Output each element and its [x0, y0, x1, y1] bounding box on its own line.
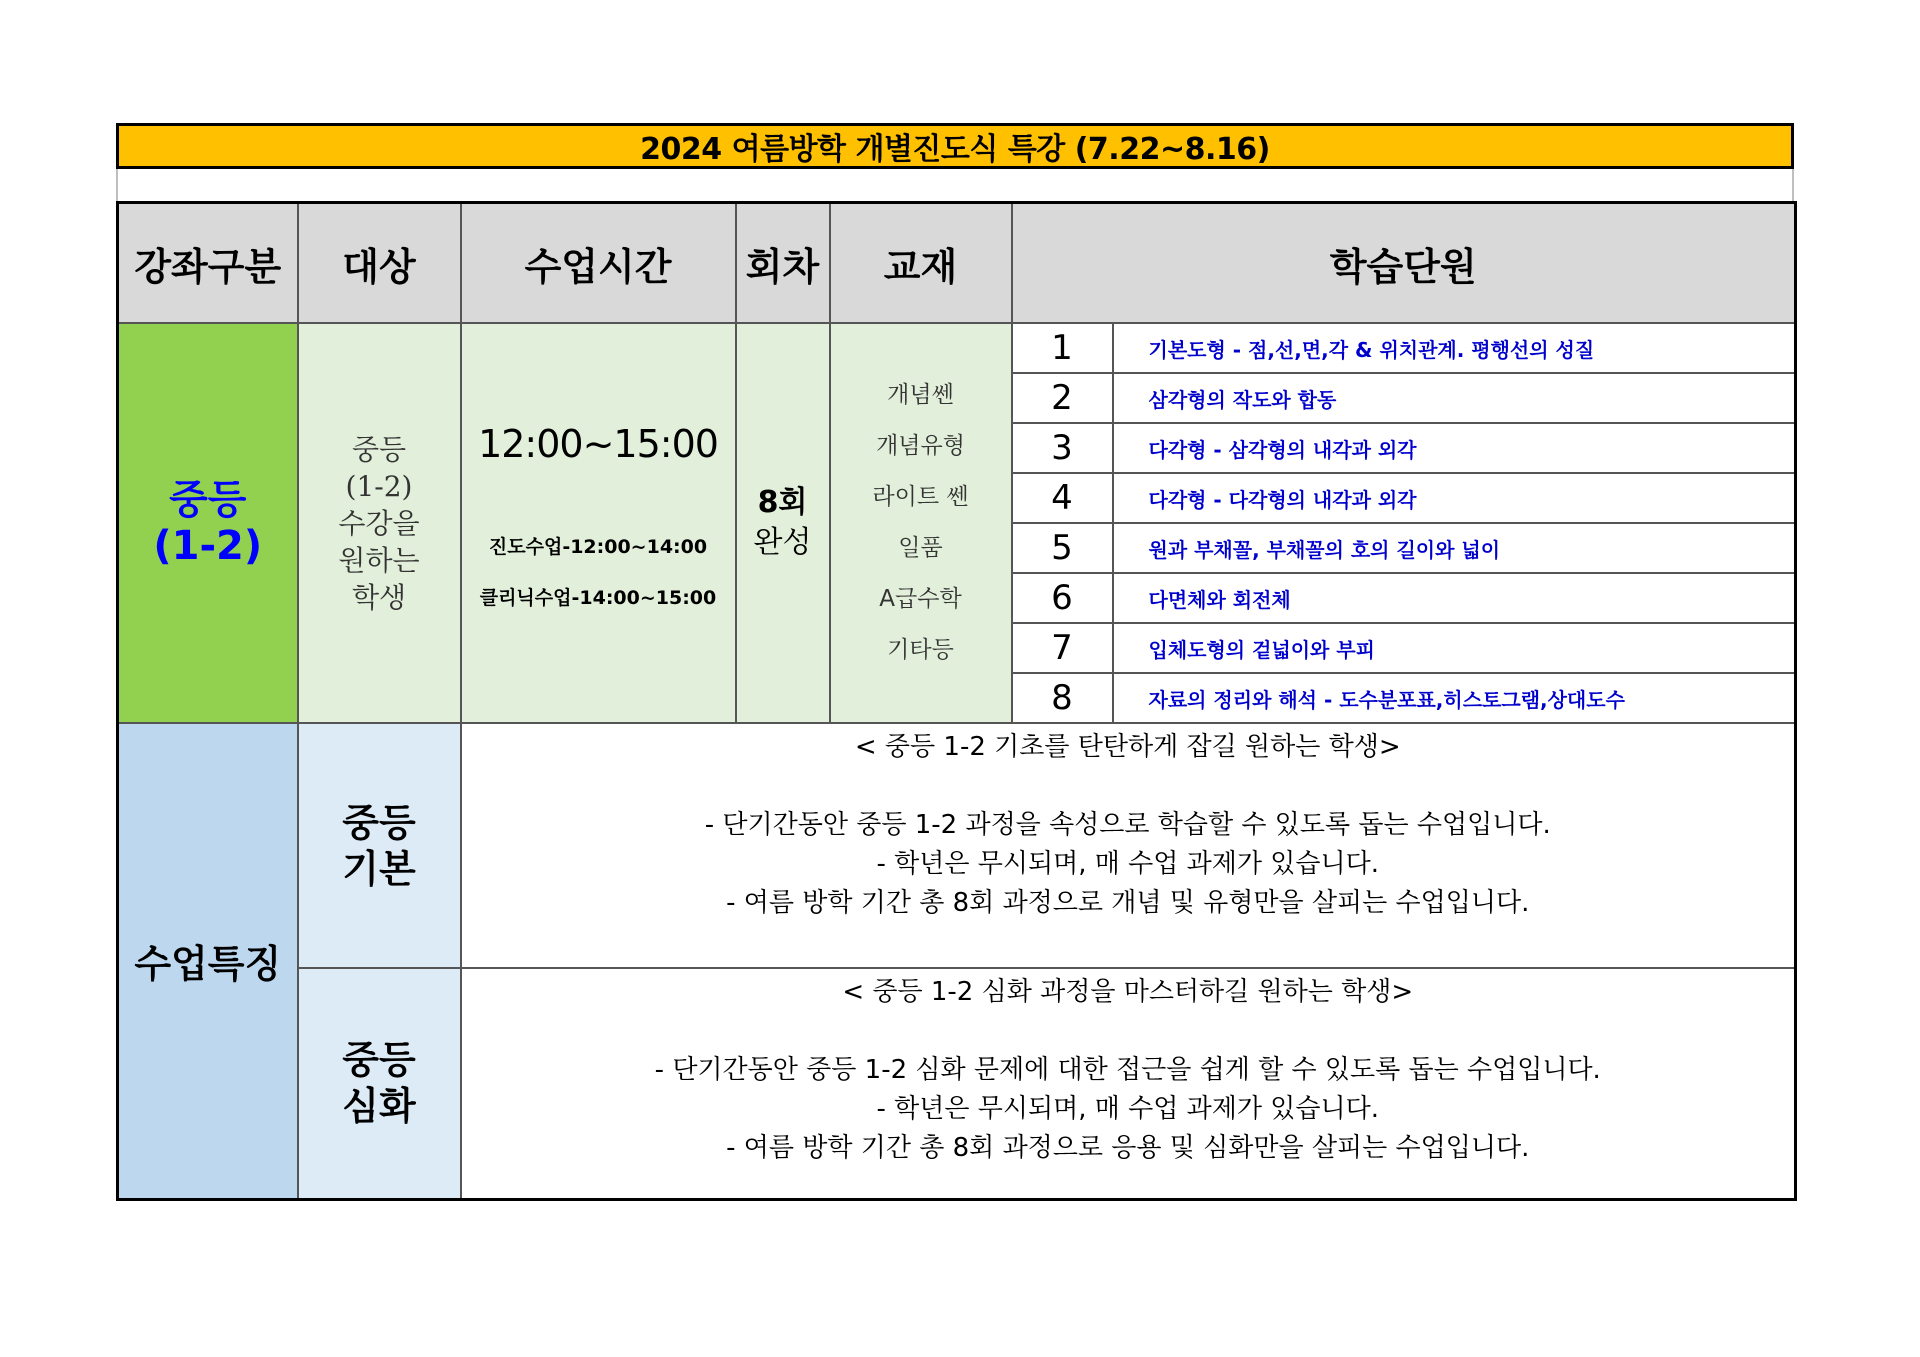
course-category-line1: 중등: [169, 477, 247, 523]
features-label: 수업특징: [118, 723, 298, 1199]
feature-basic-line: - 여름 방학 기간 총 8회 과정으로 개념 및 유형만을 살피는 수업입니다.: [726, 888, 1530, 918]
session-count: 8회: [757, 485, 808, 520]
unit-title: 원과 부채꼴, 부채꼴의 호의 길이와 넓이: [1113, 523, 1796, 573]
unit-title: 삼각형의 작도와 합동: [1113, 373, 1796, 423]
target-line: 중등: [351, 432, 407, 466]
time-main: 12:00~15:00: [478, 422, 718, 466]
course-category: [118, 323, 298, 723]
feature-advanced-line: - 학년은 무시되며, 매 수업 과제가 있습니다.: [876, 1094, 1379, 1124]
course-table: [116, 201, 1797, 1201]
time-progress: 진도수업-12:00~14:00: [488, 536, 708, 558]
time-clinic: 클리닉수업-14:00~15:00: [479, 587, 717, 609]
feature-advanced-label-line1: 중등: [342, 1038, 416, 1083]
header-time: 수업시간: [461, 203, 736, 324]
target-line: (1-2): [345, 469, 413, 503]
unit-number: 3: [1012, 423, 1113, 473]
textbook-item: 개념유형: [876, 433, 965, 459]
course-time: [461, 323, 736, 723]
header-units: 학습단원: [1012, 203, 1796, 324]
page-title: 2024 여름방학 개별진도식 특강 (7.22~8.16): [116, 123, 1794, 169]
feature-row-advanced: [118, 968, 1796, 1199]
course-session: [736, 323, 830, 723]
unit-row: [118, 323, 1796, 373]
spacer-row: [116, 169, 1794, 201]
header-row: [118, 203, 1796, 324]
feature-basic-heading: < 중등 1-2 기초를 탄탄하게 잡길 원하는 학생>: [854, 732, 1401, 762]
unit-number: 1: [1012, 323, 1113, 373]
feature-basic-label-line2: 기본: [342, 846, 416, 891]
unit-title: 다각형 - 삼각형의 내각과 외각: [1113, 423, 1796, 473]
unit-number: 8: [1012, 673, 1113, 723]
feature-basic-line: - 학년은 무시되며, 매 수업 과제가 있습니다.: [876, 849, 1379, 879]
textbook-item: 일품: [898, 535, 943, 561]
feature-basic-label-line1: 중등: [342, 800, 416, 845]
textbook-item: 개념쎈: [887, 382, 954, 408]
course-category-line2: (1-2): [153, 523, 263, 569]
unit-title: 다면체와 회전체: [1113, 573, 1796, 623]
feature-advanced-line: - 단기간동안 중등 1-2 심화 문제에 대한 접근을 쉽게 할 수 있도록 돕는 수업입니다.: [654, 1055, 1601, 1085]
textbook-item: 기타등: [887, 637, 954, 663]
unit-number: 7: [1012, 623, 1113, 673]
feature-advanced-line: - 여름 방학 기간 총 8회 과정으로 응용 및 심화만을 살피는 수업입니다.: [726, 1133, 1530, 1163]
header-textbook: 교재: [830, 203, 1012, 324]
unit-title: 다각형 - 다각형의 내각과 외각: [1113, 473, 1796, 523]
target-line: 학생: [351, 580, 407, 614]
feature-basic-description: [461, 723, 1796, 968]
unit-number: 4: [1012, 473, 1113, 523]
feature-row-basic: [118, 723, 1796, 968]
unit-title: 자료의 정리와 해석 - 도수분포표,히스토그램,상대도수: [1113, 673, 1796, 723]
unit-title: 입체도형의 겉넓이와 부피: [1113, 623, 1796, 673]
feature-advanced-label-line2: 심화: [342, 1084, 416, 1129]
course-textbooks: [830, 323, 1012, 723]
feature-advanced-heading: < 중등 1-2 심화 과정을 마스터하길 원하는 학생>: [842, 977, 1414, 1007]
session-complete: 완성: [753, 525, 812, 560]
feature-advanced-label: [298, 968, 461, 1199]
unit-number: 6: [1012, 573, 1113, 623]
unit-number: 2: [1012, 373, 1113, 423]
textbook-item: 라이트 쎈: [872, 484, 969, 510]
unit-number: 5: [1012, 523, 1113, 573]
target-line: 수강을: [338, 506, 420, 540]
unit-title: 기본도형 - 점,선,면,각 & 위치관계. 평행선의 성질: [1113, 323, 1796, 373]
course-target: [298, 323, 461, 723]
textbook-item: A급수학: [879, 586, 962, 612]
feature-basic-line: - 단기간동안 중등 1-2 과정을 속성으로 학습할 수 있도록 돕는 수업입니다.: [704, 810, 1551, 840]
feature-advanced-description: [461, 968, 1796, 1199]
header-target: 대상: [298, 203, 461, 324]
feature-basic-label: [298, 723, 461, 968]
target-line: 원하는: [338, 543, 420, 577]
header-session: 회차: [736, 203, 830, 324]
header-category: 강좌구분: [118, 203, 298, 324]
